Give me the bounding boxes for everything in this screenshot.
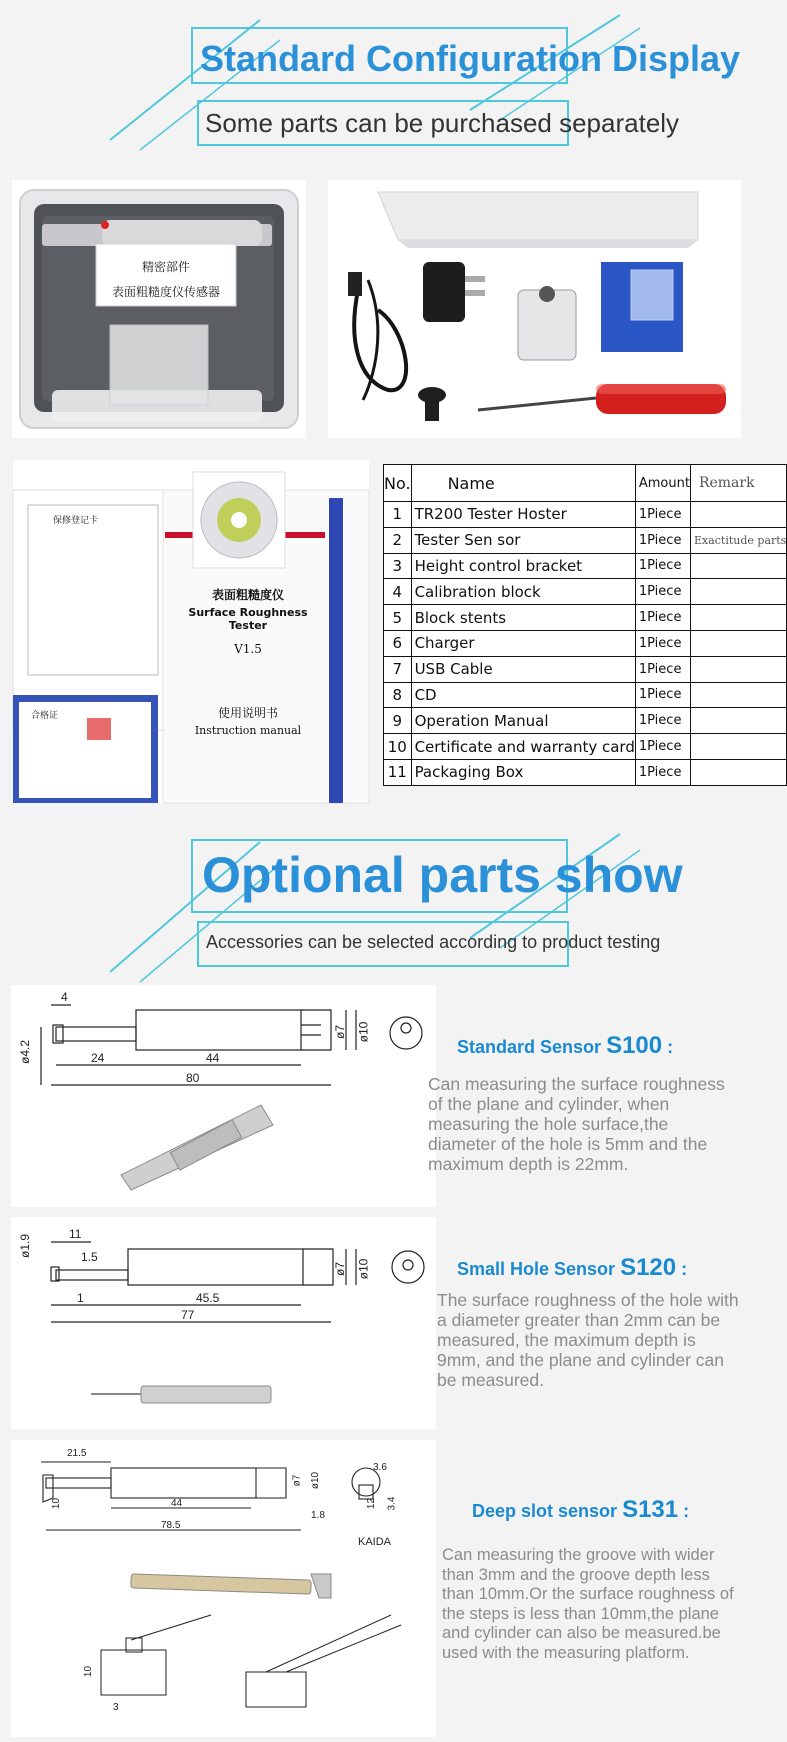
- cell-remark: [690, 502, 786, 528]
- cell-amount: 1Piece: [635, 682, 690, 708]
- cell-amount: 1Piece: [635, 527, 690, 553]
- sensor-s131-code: S131: [622, 1496, 679, 1523]
- sensor-s120-colon: :: [681, 1259, 688, 1279]
- s100-dim-f: ø7: [333, 1024, 348, 1040]
- s131-dim-d: 10: [51, 1497, 63, 1510]
- cell-no: 8: [384, 682, 412, 708]
- sensor-s100-label: Standard Sensor: [457, 1037, 602, 1057]
- cell-amount: 1Piece: [635, 502, 690, 528]
- cell-remark: Exactitude parts: [690, 527, 786, 553]
- warranty-card-title: 保修登记卡: [53, 516, 99, 526]
- s131-dim-k: 10: [83, 1665, 95, 1678]
- photo-manual-and-cd: [13, 460, 369, 803]
- cell-amount: 1Piece: [635, 579, 690, 605]
- cell-name: Calibration block: [411, 579, 635, 605]
- cell-name: Tester Sen sor: [411, 527, 635, 553]
- s131-dim-j: ø10: [310, 1471, 322, 1490]
- table-row: [384, 502, 787, 528]
- sensor-s120-description: The surface roughness of the hole with a diameter greater than 2mm can be measured, the maximum depth is 9mm, and the plane and cylinder can be measured.: [437, 1290, 739, 1390]
- cell-no: 2: [384, 527, 412, 553]
- cell-amount: 1Piece: [635, 553, 690, 579]
- cell-amount: 1Piece: [635, 656, 690, 682]
- s100-dim-g: ø10: [356, 1021, 371, 1043]
- accessories-illustration: [328, 180, 741, 438]
- s120-dim-a: 11: [69, 1227, 82, 1241]
- header-no: No.: [384, 465, 412, 502]
- cell-remark: [690, 630, 786, 656]
- table-header-row: [384, 465, 787, 502]
- cell-remark: [690, 656, 786, 682]
- cell-no: 10: [384, 734, 412, 760]
- s120-dim-g: ø7: [333, 1261, 348, 1277]
- table-row: [384, 579, 787, 605]
- s131-dim-g: 12: [366, 1497, 378, 1510]
- manual-cn-sub: 使用说明书: [217, 706, 278, 720]
- cell-no: 5: [384, 605, 412, 631]
- s131-dim-e: 1.8: [311, 1510, 325, 1521]
- cell-amount: 1Piece: [635, 630, 690, 656]
- table-row: [384, 656, 787, 682]
- s100-dim-e: ø4.2: [18, 1039, 33, 1065]
- s120-dim-c: 1: [77, 1291, 84, 1305]
- cell-amount: 1Piece: [635, 759, 690, 785]
- s120-dim-e: 77: [181, 1308, 195, 1322]
- cell-remark: [690, 708, 786, 734]
- s131-dim-b: 44: [171, 1498, 183, 1509]
- s131-brand: KAIDA: [358, 1536, 392, 1548]
- cell-name: CD: [411, 682, 635, 708]
- banner-optional-parts: [0, 822, 750, 992]
- cell-no: 7: [384, 656, 412, 682]
- cell-amount: 1Piece: [635, 734, 690, 760]
- sensor-s120-drawing: [11, 1217, 436, 1429]
- header-name: Name: [411, 465, 635, 502]
- cell-name: Block stents: [411, 605, 635, 631]
- s131-dim-f: 3.6: [373, 1462, 387, 1473]
- cell-no: 4: [384, 579, 412, 605]
- banner-standard-config: [0, 0, 750, 160]
- cell-name: Certificate and warranty card: [411, 734, 635, 760]
- cell-amount: 1Piece: [635, 605, 690, 631]
- sensor-s131-colon: :: [683, 1501, 690, 1521]
- s120-dim-f: ø1.9: [18, 1233, 33, 1259]
- cell-amount: 1Piece: [635, 708, 690, 734]
- header-remark: Remark: [690, 465, 786, 502]
- banner2-subtitle: Accessories can be selected according to product testing: [206, 932, 661, 952]
- certificate-title: 合格证: [31, 711, 59, 721]
- cell-name: Charger: [411, 630, 635, 656]
- cell-no: 1: [384, 502, 412, 528]
- photo-sensor-case: [12, 180, 306, 438]
- cell-remark: [690, 605, 786, 631]
- sensor-s120-title: [457, 1254, 687, 1282]
- table-row: [384, 527, 787, 553]
- cell-remark: [690, 759, 786, 785]
- sensor-s100-colon: :: [667, 1037, 674, 1057]
- cell-name: Operation Manual: [411, 708, 635, 734]
- cell-name: Packaging Box: [411, 759, 635, 785]
- cell-remark: [690, 553, 786, 579]
- table-row: [384, 682, 787, 708]
- s120-dim-d: 45.5: [196, 1291, 220, 1305]
- sensor-s131-title: [472, 1496, 689, 1524]
- s131-dim-c: 78.5: [161, 1520, 181, 1531]
- cell-name: Height control bracket: [411, 553, 635, 579]
- s120-dim-h: ø10: [356, 1258, 371, 1280]
- table-row: [384, 630, 787, 656]
- s131-dim-l: 3: [113, 1702, 119, 1713]
- manual-en-sub: Instruction manual: [194, 724, 302, 737]
- sensor-case-illustration: [12, 180, 306, 438]
- cell-remark: [690, 682, 786, 708]
- banner-subtitle: Some parts can be purchased separately: [205, 108, 680, 138]
- sensor-s131-description: Can measuring the groove with wider than 3mm and the groove depth less than 10mm.Or the surface roughness of the steps is less than 10mm,the plane and cylinder can also be measured.be used with the measuring platform.: [442, 1546, 734, 1662]
- s100-dim-a: 4: [61, 990, 68, 1004]
- case-label-line2: 表面粗糙度仪传感器: [111, 285, 220, 299]
- cell-no: 9: [384, 708, 412, 734]
- s131-dim-h: 3.4: [386, 1496, 398, 1511]
- table-row: [384, 759, 787, 785]
- table-body: [384, 502, 787, 786]
- table-row: [384, 605, 787, 631]
- cell-remark: [690, 579, 786, 605]
- manual-cn-title: 表面粗糙度仪: [211, 588, 284, 602]
- manual-en-title: Surface Roughness Tester: [188, 606, 308, 632]
- sensor-s100-title: [457, 1032, 673, 1060]
- s120-dim-b: 1.5: [81, 1250, 98, 1264]
- cell-name: TR200 Tester Hoster: [411, 502, 635, 528]
- s100-dim-b: 24: [91, 1051, 105, 1065]
- s100-dim-c: 44: [206, 1051, 220, 1065]
- sensor-s100-description: Can measuring the surface roughness of the plane and cylinder, when measuring the hole surface,the diameter of the hole is 5mm and the maximum depth is 22mm.: [428, 1074, 725, 1174]
- s100-technical-drawing: [11, 985, 436, 1207]
- s131-technical-drawing: [11, 1440, 436, 1737]
- cell-no: 6: [384, 630, 412, 656]
- case-label-line1: 精密部件: [141, 260, 190, 274]
- s100-dim-d: 80: [186, 1071, 200, 1085]
- sensor-s131-drawing: [11, 1440, 436, 1737]
- photo-accessories: [328, 180, 741, 438]
- sensor-s131-label: Deep slot sensor: [472, 1501, 618, 1521]
- cell-remark: [690, 734, 786, 760]
- s120-technical-drawing: [11, 1217, 436, 1429]
- header-amount: Amount: [635, 465, 690, 502]
- sensor-s120-label: Small Hole Sensor: [457, 1259, 616, 1279]
- table-row: [384, 708, 787, 734]
- cell-name: USB Cable: [411, 656, 635, 682]
- table-row: [384, 734, 787, 760]
- sensor-s100-code: S100: [606, 1032, 663, 1059]
- cell-no: 3: [384, 553, 412, 579]
- manual-version: V1.5: [234, 642, 262, 656]
- banner-title: Standard Configuration Display: [200, 38, 741, 79]
- cell-no: 11: [384, 759, 412, 785]
- configuration-table: [383, 464, 787, 786]
- s131-dim-a: 21.5: [67, 1448, 87, 1459]
- table-row: [384, 553, 787, 579]
- sensor-s100-drawing: [11, 985, 436, 1207]
- sensor-s120-code: S120: [620, 1254, 677, 1281]
- banner2-title: Optional parts show: [202, 847, 683, 903]
- s131-dim-i: ø7: [291, 1474, 303, 1487]
